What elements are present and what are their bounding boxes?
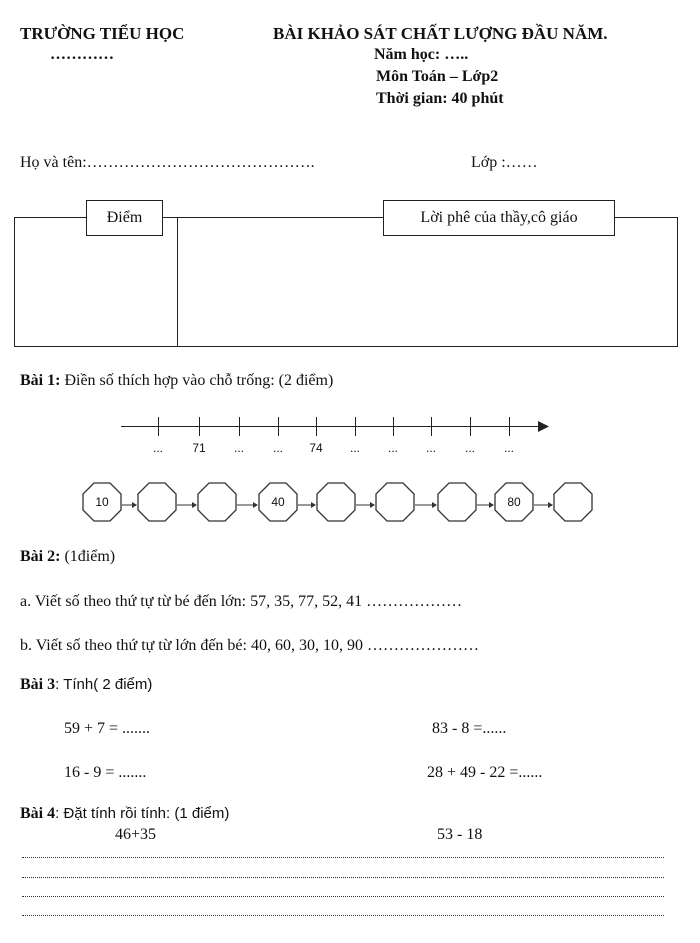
number-chain-cell[interactable] xyxy=(316,482,356,522)
number-line-label[interactable]: ... xyxy=(349,441,360,455)
answer-line[interactable] xyxy=(22,857,664,858)
number-line-tick xyxy=(316,417,317,436)
number-chain-value xyxy=(375,482,415,522)
school-name-blank: ………… xyxy=(50,46,114,63)
number-line-label[interactable]: 71 xyxy=(192,441,206,455)
exercise-2a[interactable]: a. Viết số theo thứ tự từ bé đến lớn: 57, 35, 77, 52, 41 ……………… xyxy=(20,593,463,610)
chain-arrow-icon xyxy=(122,497,137,507)
number-line-tick xyxy=(509,417,510,436)
number-line-tick xyxy=(239,417,240,436)
number-line-label[interactable]: ... xyxy=(272,441,283,455)
duration: Thời gian: 40 phút xyxy=(376,90,504,107)
number-line-axis xyxy=(121,426,541,427)
exercise-3-text: : Tính( 2 điểm) xyxy=(55,676,153,693)
exercise-4-label: Bài 4 xyxy=(20,805,56,822)
calc-1[interactable]: 59 + 7 = ....... xyxy=(64,720,151,737)
number-line-label[interactable]: ... xyxy=(464,441,475,455)
number-line-tick xyxy=(355,417,356,436)
exercise-4-text: : Đặt tính rồi tính: (1 điểm) xyxy=(55,805,230,822)
exercise-2-label: Bài 2: xyxy=(20,548,61,565)
number-chain-value xyxy=(316,482,356,522)
school-year: Năm học: ….. xyxy=(374,46,469,63)
number-chain-value: 10 xyxy=(95,495,109,509)
exercise-2b[interactable]: b. Viết số theo thứ tự từ lớn đến bé: 40, 60, 30, 10, 90 ………………… xyxy=(20,637,479,654)
student-name-field[interactable]: Họ và tên:……………………………………. xyxy=(20,154,315,171)
exam-title: BÀI KHẢO SÁT CHẤT LƯỢNG ĐẦU NĂM. xyxy=(273,24,608,43)
number-line-tick xyxy=(278,417,279,436)
number-chain-cell[interactable] xyxy=(82,482,122,522)
number-line-tick xyxy=(158,417,159,436)
score-box[interactable] xyxy=(86,200,163,236)
exercise-3-label: Bài 3 xyxy=(20,676,56,693)
subject: Môn Toán – Lớp2 xyxy=(376,68,499,85)
student-class-field[interactable]: Lớp :…… xyxy=(471,154,538,171)
column-calc-1: 46+35 xyxy=(115,826,157,843)
number-chain-cell[interactable] xyxy=(137,482,177,522)
calc-4[interactable]: 28 + 49 - 22 =...... xyxy=(427,764,543,781)
number-line-label[interactable]: ... xyxy=(387,441,398,455)
teacher-comment-box[interactable] xyxy=(383,200,615,236)
chain-arrow-icon xyxy=(237,497,258,507)
number-chain-value xyxy=(437,482,477,522)
exercise-3-heading xyxy=(20,676,152,694)
number-line-label[interactable]: 74 xyxy=(309,441,323,455)
number-line-label[interactable]: ... xyxy=(503,441,514,455)
exercise-4-heading xyxy=(20,805,229,823)
exercise-2-heading xyxy=(20,548,115,566)
number-chain-value xyxy=(197,482,237,522)
chain-arrow-icon xyxy=(298,497,316,507)
calc-3[interactable]: 16 - 9 = ....... xyxy=(64,764,147,781)
number-line-tick xyxy=(470,417,471,436)
score-label: Điểm xyxy=(106,209,143,226)
number-line-tick xyxy=(199,417,200,436)
number-chain-value: 40 xyxy=(271,495,285,509)
column-calc-2: 53 - 18 xyxy=(437,826,483,843)
exercise-1-heading xyxy=(20,372,333,390)
chain-arrow-icon xyxy=(534,497,553,507)
number-chain-cell[interactable] xyxy=(197,482,237,522)
number-chain-cell[interactable] xyxy=(553,482,593,522)
number-line-label[interactable]: ... xyxy=(152,441,163,455)
calc-2[interactable]: 83 - 8 =...... xyxy=(432,720,507,737)
exercise-2-text: (1điểm) xyxy=(60,548,116,565)
number-chain-value xyxy=(553,482,593,522)
teacher-comment-label: Lời phê của thầy,cô giáo xyxy=(420,209,578,226)
number-line-label[interactable]: ... xyxy=(233,441,244,455)
number-chain-cell[interactable] xyxy=(494,482,534,522)
chain-arrow-icon xyxy=(177,497,197,507)
arrow-right-icon xyxy=(538,421,550,432)
number-chain-cell[interactable] xyxy=(375,482,415,522)
chain-arrow-icon xyxy=(477,497,494,507)
number-line-tick xyxy=(431,417,432,436)
answer-line[interactable] xyxy=(22,915,664,916)
number-chain-value xyxy=(137,482,177,522)
chain-arrow-icon xyxy=(415,497,437,507)
number-chain-cell[interactable] xyxy=(258,482,298,522)
number-line-label[interactable]: ... xyxy=(425,441,436,455)
number-chain-value: 80 xyxy=(507,495,521,509)
answer-line[interactable] xyxy=(22,896,664,897)
chain-arrow-icon xyxy=(356,497,375,507)
answer-line[interactable] xyxy=(22,877,664,878)
school-name: TRƯỜNG TIỂU HỌC xyxy=(20,24,185,43)
number-line-tick xyxy=(393,417,394,436)
exercise-1-text: Điền số thích hợp vào chỗ trống: (2 điểm) xyxy=(60,372,334,389)
number-chain-cell[interactable] xyxy=(437,482,477,522)
exercise-1-label: Bài 1: xyxy=(20,372,61,389)
